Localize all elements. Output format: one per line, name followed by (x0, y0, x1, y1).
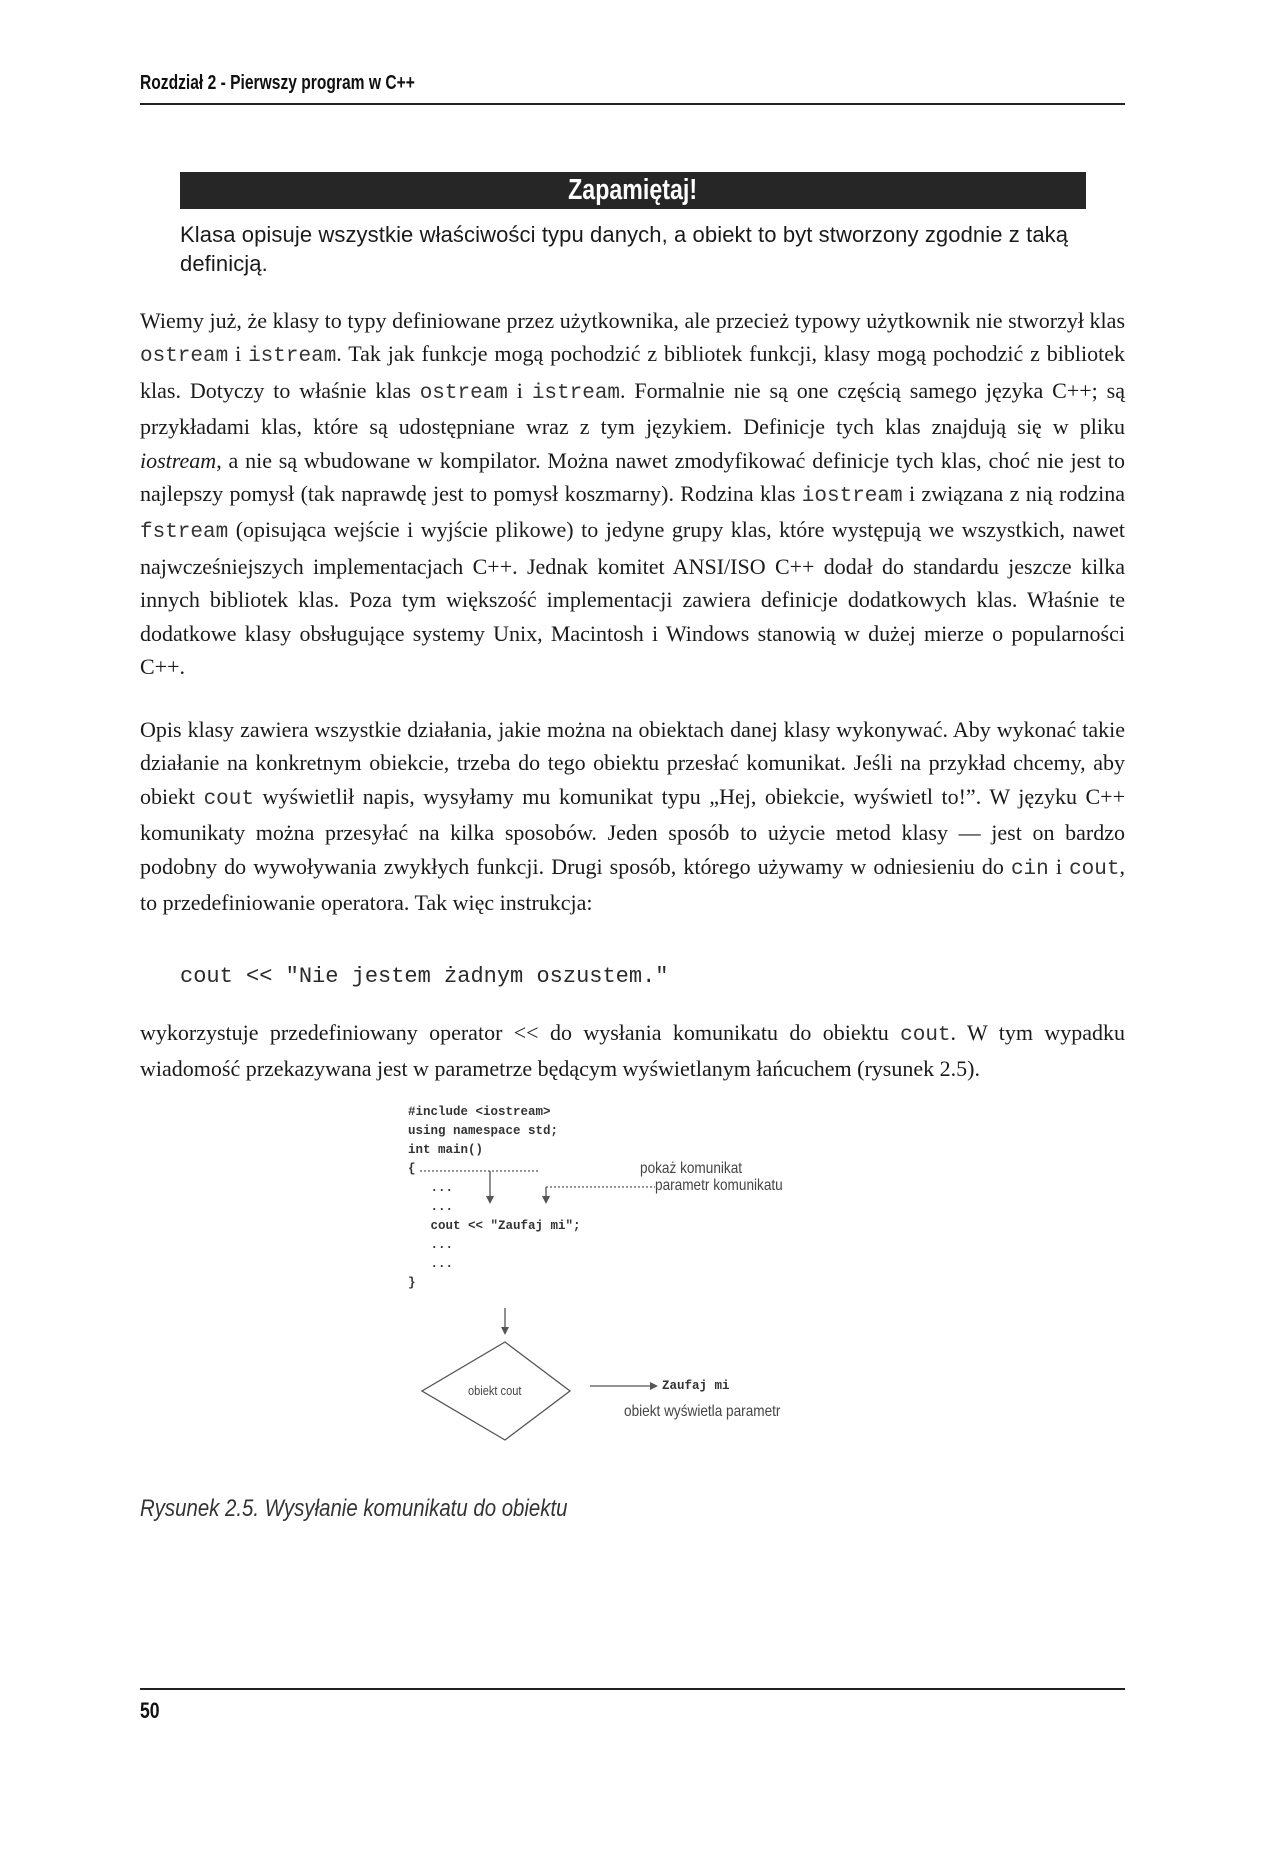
remember-box-text: Klasa opisuje wszystkie właściwości typu danych, a obiekt to byt stworzony zgodnie z taką definicją. (180, 222, 1069, 276)
page-number: 50 (140, 1698, 160, 1723)
figure-code-line: ... (408, 1200, 454, 1214)
remember-box-title: Zapamiętaj! (568, 174, 698, 206)
inline-code: iostream (801, 485, 903, 509)
figure-caption: Rysunek 2.5. Wysyłanie komunikatu do obiektu (140, 1495, 568, 1522)
paragraph-messages: Opis klasy zawiera wszystkie działania, jakie można na obiektach danej klasy wykonywać. Aby wykonać takie działanie na konkretnym obiekcie, trzeba do tego obiektu przesłać komunikat. Jeśli na przykład chcemy, aby obiekt cout wyświetlił napis, wysyłamy mu komunikat typu „Hej, obiekcie, wyświetl to!”. W języku C++ komunikaty można przesyłać na kilka sposobów. Jeden sposób to użycie metod klasy — jest on bardzo podobny do wywoływania zwykłych funkcji. Drugi sposób, którego używamy w odniesieniu do cin i cout, to przedefiniowanie operatora. Tak więc instrukcja: (140, 717, 1125, 916)
figure-code-line: #include <iostream> (408, 1105, 551, 1119)
paragraph-operator: wykorzystuje przedefiniowany operator << do wysłania komunikatu do obiektu cout. W tym wypadku wiadomość przekazywana jest w parametrze będącym wyświetlanym łańcuchem (rysunek 2.5). (140, 1020, 1125, 1082)
label-object-displays-parameter: obiekt wyświetla parametr (624, 1403, 781, 1420)
figure-code-line: using namespace std; (408, 1124, 559, 1138)
inline-code: cout (900, 1024, 951, 1047)
figure-code-line: ... (408, 1238, 454, 1252)
inline-code: cout (1069, 857, 1120, 881)
inline-code: cout (203, 787, 254, 811)
label-show-message: pokaż komunikat (640, 1160, 743, 1177)
paragraph-classes-libraries: Wiemy już, że klasy to typy definiowane przez użytkownika, ale przecież typowy użytkownik nie stworzył klas ostream i istream. Tak jak funkcje mogą pochodzić z bibliotek funkcji, klasy mogą pochodzić z bibliotek klas. Dotyczy to właśnie klas ostream i istream. Formalnie nie są one częścią samego języka C++; są przykładami klas, które są udostępniane wraz z tym językiem. Definicje tych klas znajdują się w pliku iostream, a nie są wbudowane w kompilator. Można nawet zmodyfikować definicje tych klas, choć nie jest to najlepszy pomysł (tak naprawdę jest to pomysł koszmarny). Rodzina klas iostream i związana z nią rodzina fstream (opisująca wejście i wyjście plikowe) to jedyne grupy klas, które występują we wszystkich, nawet najwcześniejszych implementacjach C++. Jednak komitet ANSI/ISO C++ dodał do standardu jeszcze kilka innych bibliotek klas. Poza tym większość implementacji zawiera definicje dodatkowych klas. Właśnie te dodatkowe klasy obsługujące systemy Unix, Macintosh i Windows stanowią w dużej mierze o popularności C++. (140, 308, 1125, 680)
inline-code: ostream (419, 381, 508, 405)
output-text: Zaufaj mi (662, 1379, 730, 1393)
footer-rule (140, 1688, 1125, 1690)
header-rule (140, 103, 1125, 105)
remember-box-title-bar (180, 172, 1086, 209)
figure-code-line: { (408, 1162, 416, 1176)
figure-message-diagram (390, 1105, 860, 1475)
figure-code-line: ... (408, 1257, 454, 1271)
inline-code: cin (1010, 857, 1049, 881)
file-name: iostream (140, 447, 217, 473)
inline-code: istream (248, 345, 337, 369)
running-head: Rozdział 2 - Pierwszy program w C++ (140, 72, 415, 94)
inline-code: ostream (140, 345, 229, 369)
inline-code: istream (531, 381, 621, 405)
inline-code: fstream (140, 521, 229, 545)
diamond-object-label: obiekt cout (468, 1383, 522, 1398)
figure-code-line: int main() (408, 1143, 484, 1157)
figure-code-line: ... (408, 1181, 454, 1195)
code-example: cout << "Nie jestem żadnym oszustem." (180, 964, 669, 989)
label-message-parameter: parametr komunikatu (655, 1177, 783, 1194)
figure-code-line: cout << "Zaufaj mi"; (408, 1219, 581, 1233)
figure-code-line: } (408, 1276, 416, 1290)
